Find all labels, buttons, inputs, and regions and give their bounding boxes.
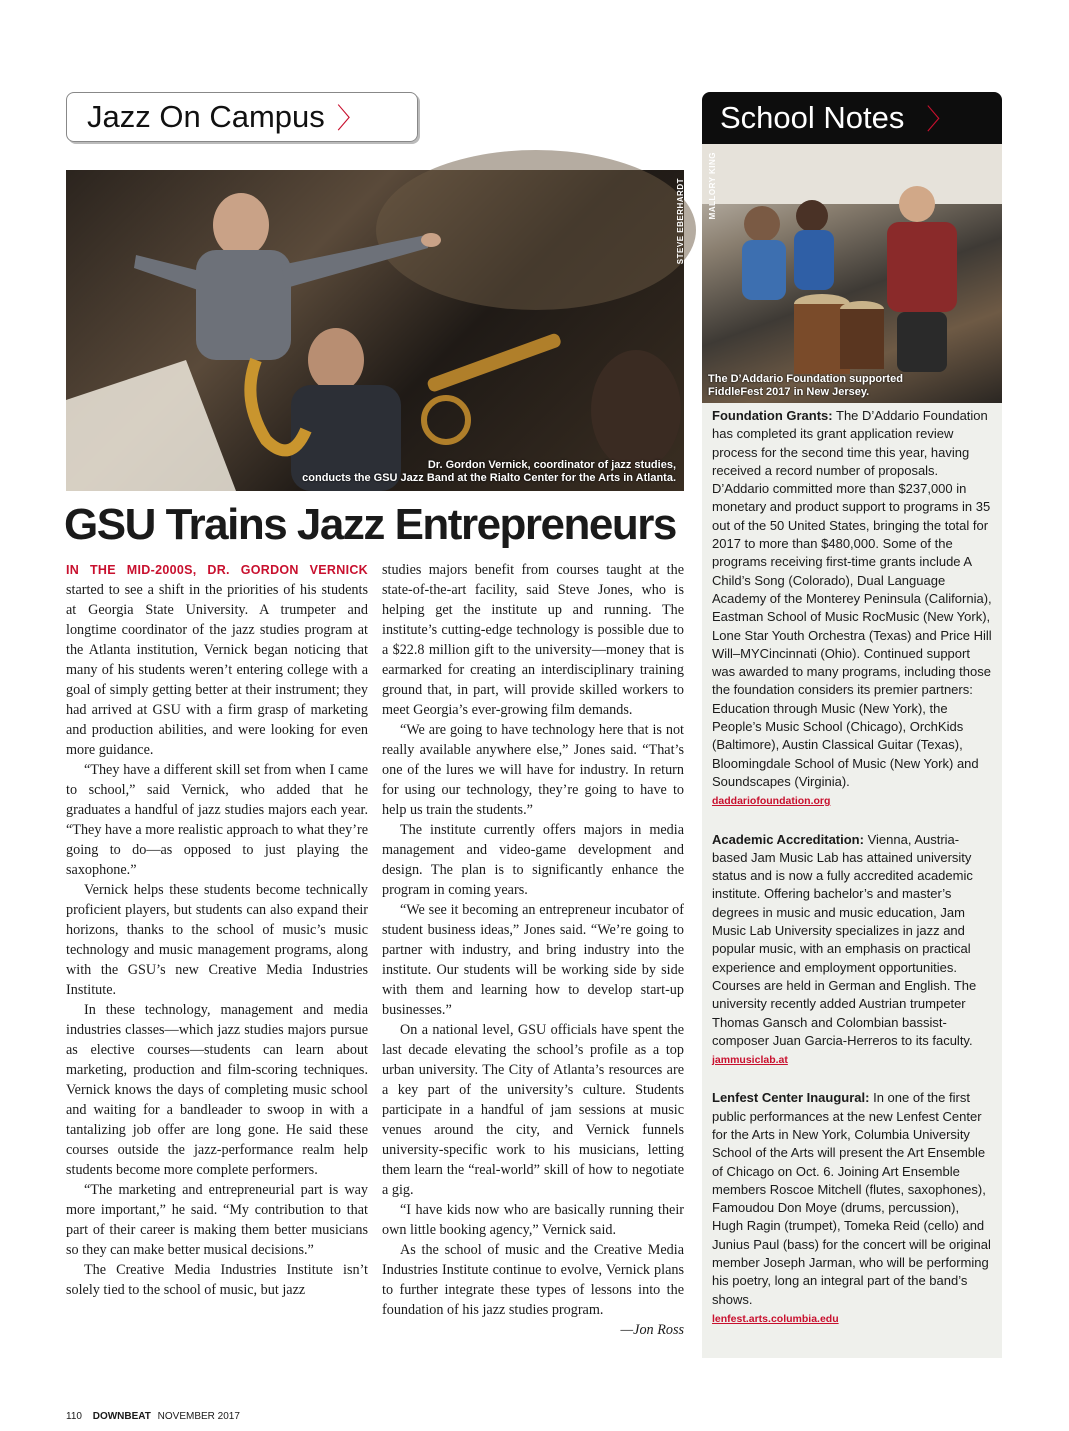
photo-caption [302,459,676,485]
note-link[interactable]: daddariofoundation.org [712,795,831,808]
paragraph-text: As the school of music and the Creative Media Industries Institute continue to evolve, Vernick plans to further integrate these types of lessons into the foundation of his jazz studies program. [382,1242,684,1318]
lead-in-caps: IN THE MID-2000S, DR. GORDON VERNICK [66,563,368,577]
paragraph: “We see it becoming an entrepreneur incubator of student business ideas,” Jones said. “We’re going to partner with industry, and bring industry into the institute. Our students will be working side by side with them and learning how to develop start-up businesses.” [382,902,684,1018]
sidebar-photo [702,144,1002,403]
issue-date: NOVEMBER 2017 [157,1411,240,1422]
note-body: Vienna, Austria-based Jam Music Lab has attained university status and is now a fully accredited academic institute. Offering bachelor’s and master’s degrees in music and music education, Jam Music Lab University specializes in jazz and popular music, with an emphasis on practical experience and employment opportunities. Courses are held in German and English. The university recently added Austrian trumpeter Thomas Gansch and Colombian bassist-composer Juan Garcia-Herreros to its faculty. [712,831,977,1048]
note-link[interactable]: jammusiclab.at [712,1054,788,1067]
photo-caption-line: conducts the GSU Jazz Band at the Rialto Center for the Arts in Atlanta. [302,472,676,484]
page-footer [66,1411,240,1422]
paragraph [382,1240,684,1338]
note-body: In one of the first public performances at the new Lenfest Center for the Arts in New York, Columbia University School of the Arts will present the Art Ensemble of Chicago on Oct. 6. Joining Art Ensemble members Roscoe Mitchell (flutes, saxophones), Famoudou Don Moye (drums, percussion), Hugh Ragin (trumpet), Tomeka Reid (cello) and Junius Paul (bass) for the concert will be original member Joseph Jarman, who will be performing his poetry, long an integral part of the band’s shows. [712,1090,991,1307]
paragraph: On a national level, GSU officials have spent the last decade elevating the school’s profile as a top urban university. The City of Atlanta’s resources are a key part of the university’s culture. Students participate in a handful of jam sessions at music venues around the city, and Vernick funnels university-specific work to his musicians, letting them learn the “real-world” skill of how to negotiate a gig. [382,1022,684,1198]
paragraph: In these technology, management and media industries classes—which jazz studies majors pursue as elective courses—students can learn about marketing, production and film-scoring techniques. Vernick knows the days of completing music school and waiting for a bandleader to swoop in with a tantalizing job offer are long gone. He said these courses outside the jazz-performance realm help students become more complete performers. [66,1002,368,1178]
paragraph: “We are going to have technology here that is not really available anywhere else,” Jones said. “That’s one of the lures we will have for industry. In return for using our technology, they’re going to have to help us train the students.” [382,722,684,818]
photo-caption [708,373,903,399]
school-note [712,407,992,811]
school-note [712,831,992,1070]
paragraph-text: started to see a shift in the priorities of his students at Georgia State University. A trumpeter and longtime coordinator of the jazz studies program at the Atlanta institution, Vernick began noticing that many of his students weren’t entering college with a goal of simply getting better at their instrument; they had arrived at GSU with a firm grasp of marketing and production abilities, and were looking for even more guidance. [66,582,368,758]
paragraph: “They have a different skill set from when I came to school,” said Vernick, who added that he graduates a handful of jazz studies majors each year. “They have a more realistic approach to what they’re going to do—as opposed to just playing the saxophone.” [66,762,368,878]
note-title: Academic Accreditation: [712,831,864,847]
section-header-jazz-on-campus [66,92,418,142]
paragraph: The Creative Media Industries Institute isn’t solely tied to the school of music, but jazz [66,1262,368,1298]
paragraph: “The marketing and entrepreneurial part is way more important,” he said. “My contribution to that part of their career is making them better musicians so they can make better musical decisions.” [66,1182,368,1258]
article-column-1 [66,560,368,1300]
school-note [712,1089,992,1328]
section-title: Jazz On Campus [87,99,325,134]
section-header-school-notes [702,92,1002,144]
magazine-name: DOWNBEAT [92,1411,151,1422]
photo-caption-line: Dr. Gordon Vernick, coordinator of jazz studies, [427,459,676,471]
article-column-2 [382,560,684,1340]
chevron-right-icon: 〉 [926,104,955,135]
photo-credit: MALLORY KING [708,152,717,220]
article-headline: GSU Trains Jazz Entrepreneurs [64,500,676,549]
note-title: Lenfest Center Inaugural: [712,1090,870,1106]
main-photo [66,170,684,491]
photo-illustration [702,144,1002,403]
photo-caption-line: The D’Addario Foundation supported [708,373,903,385]
paragraph: studies majors benefit from courses taught at the state-of-the-art facility, said Steve Jones, who is helping get the institute up and running. The institute’s cutting-edge technology is possible due to a $22.8 million gift to the university—money that is earmarked for creating an interdisciplinary training ground that, in part, will provide skilled workers to meet Georgia’s ever-growing film demands. [382,562,684,718]
photo-credit: STEVE EBERHARDT [676,178,685,265]
paragraph: “I have kids now who are basically running their own little booking agency,” Vernick said. [382,1202,684,1238]
paragraph: Vernick helps these students become technically proficient players, but students can also expand their horizons, thanks to the school of music’s music technology and music management programs, along with the GSU’s new Creative Media Industries Institute. [66,882,368,998]
note-link[interactable]: lenfest.arts.columbia.edu [712,1312,839,1325]
note-title: Foundation Grants: [712,408,833,423]
paragraph: The institute currently offers majors in media management and video-game development and design. The plan is to significantly enhance the program in coming years. [382,822,684,898]
chevron-right-icon: 〉 [336,103,365,134]
photo-caption-line: FiddleFest 2017 in New Jersey. [708,386,870,398]
note-body: The D’Addario Foundation has completed its grant application review process for the second time this year, having received a record number of proposals. D’Addario committed more than $237,000 in monetary and product support to programs in 35 out of the 50 United States, bringing the total for 2017 to more than $480,000. Some of the programs receiving first-time grants include A Child’s Song (Colorado), Dual Language Academy of the Monterey Peninsula (California), Eastman School of Music RocMusic (New York), Lone Star Youth Orchestra (Texas) and Price Hill Will–MYCincinnati (Ohio). Continued support was awarded to many programs, including those the foundation considers its premier partners: Education through Music (New York), the People’s Music School (Chicago), OrchKids (Baltimore), Austin Classical Guitar (Texas), Bloomingdale School of Music (New York) and Soundscapes (Virginia). [712,408,992,789]
school-notes-box [702,403,1002,1358]
photo-illustration [66,170,684,491]
page-number: 110 [66,1411,82,1422]
section-title: School Notes [720,100,905,135]
paragraph [66,560,368,760]
byline: —Jon Ross [620,1322,684,1338]
